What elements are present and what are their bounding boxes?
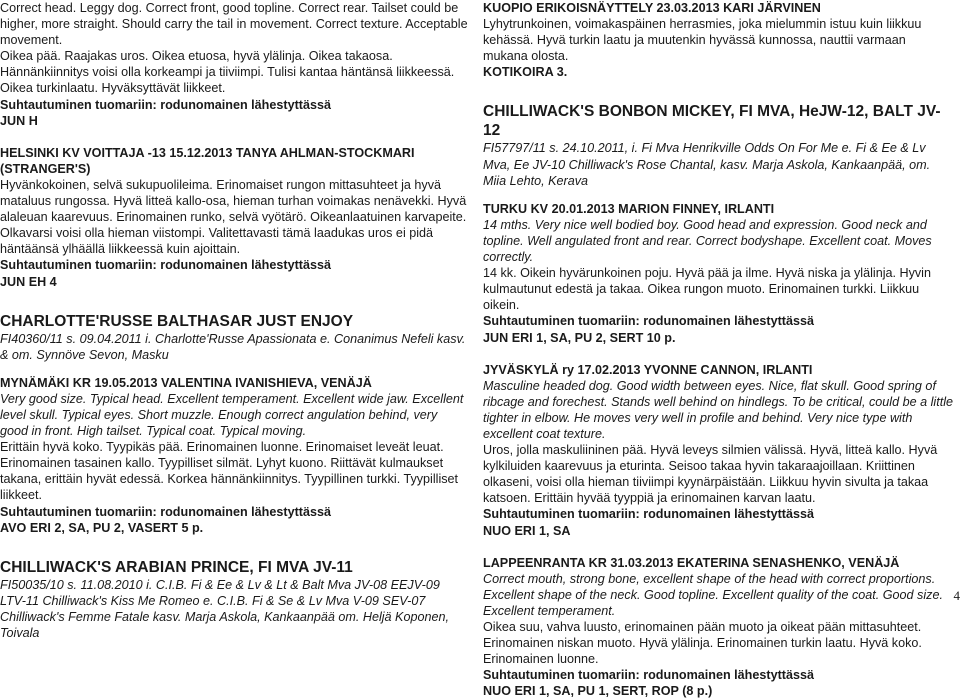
result: JUN ERI 1, SA, PU 2, SERT 10 p. — [483, 330, 953, 346]
pedigree: FI40360/11 s. 09.04.2011 i. Charlotte'Russe Apassionata e. Conanimus Nefeli kasv. & om. Synnöve Sevon, Masku — [0, 331, 468, 363]
right-column — [483, 0, 953, 699]
critique-english: Very good size. Typical head. Excellent temperament. Excellent wide jaw. Excellent level skull. Typical eyes. Short muzzle. Enough correct angulation behind, very good in front. High tailset. Typical coat. Typical moving. — [0, 391, 468, 439]
judge-temperament: Suhtautuminen tuomariin: rodunomainen lähestyttässä — [0, 97, 468, 113]
result: AVO ERI 2, SA, PU 2, VASERT 5 p. — [0, 520, 468, 536]
result: JUN EH 4 — [0, 274, 468, 290]
critique-finnish: 14 kk. Oikein hyvärunkoinen poju. Hyvä pää ja ilme. Hyvä niska ja ylälinja. Hyvin kulmautunut edestä ja takaa. Oikea rungon muoto. Erinomainen turkki. Liikkuu oikein. — [483, 265, 953, 313]
judge-temperament: Suhtautuminen tuomariin: rodunomainen lähestyttässä — [483, 313, 953, 329]
result: KOTIKOIRA 3. — [483, 64, 953, 80]
show-heading: KUOPIO ERIKOISNÄYTTELY 23.03.2013 KARI JÄRVINEN — [483, 0, 953, 16]
critique-finnish: Oikea pää. Raajakas uros. Oikea etuosa, hyvä ylälinja. Oikea takaosa. Hännänkiinnitys voisi olla korkeampi ja tiiviimpi. Tulisi kantaa häntänsä liikkeessä. Oikea turkinlaatu. Hyväksyttävät liikkeet. — [0, 48, 468, 96]
result: NUO ERI 1, SA — [483, 523, 953, 539]
dog-name: CHILLIWACK'S ARABIAN PRINCE, FI MVA JV-11 — [0, 558, 468, 577]
dog-name: CHILLIWACK'S BONBON MICKEY, FI MVA, HeJW-12, BALT JV-12 — [483, 102, 953, 140]
show-heading: MYNÄMÄKI KR 19.05.2013 VALENTINA IVANISHIEVA, VENÄJÄ — [0, 375, 468, 391]
critique-english: Masculine headed dog. Good width between eyes. Nice, flat skull. Good spring of ribcage and forechest. Stands well behind on hindlegs. To be critical, could be a little tighter in elbow. He moves very well in profile and behind. Very nice type with excellent coat texture. — [483, 378, 953, 442]
show-heading: TURKU KV 20.01.2013 MARION FINNEY, IRLANTI — [483, 201, 953, 217]
dog-name: CHARLOTTE'RUSSE BALTHASAR JUST ENJOY — [0, 312, 468, 331]
critique-finnish: Erittäin hyvä koko. Tyypikäs pää. Erinomainen luonne. Erinomaiset leveät leuat. Erinomainen tasainen kallo. Tyypilliset silmät. Lyhyt kuono. Riittävät kulmaukset takana, erittäin hyvät edessä. Korkea hännänkiinnitys. Tyypillinen turkki. Tyypilliset liikkeet. — [0, 439, 468, 503]
left-column — [0, 0, 468, 641]
judge-temperament: Suhtautuminen tuomariin: rodunomainen lähestyttässä — [483, 667, 953, 683]
show-heading: JYVÄSKYLÄ ry 17.02.2013 YVONNE CANNON, IRLANTI — [483, 362, 953, 378]
critique-english: 14 mths. Very nice well bodied boy. Good head and expression. Good neck and topline. Well angulated front and rear. Correct bodyshape. Excellent coat. Moves correctly. — [483, 217, 953, 265]
critique-finnish: Oikea suu, vahva luusto, erinomainen pään muoto ja oikeat pään mittasuhteet. Erinomainen niskan muoto. Hyvä ylälinja. Erinomainen turkin laatu. Hyvä koko. Erinomainen luonne. — [483, 619, 953, 667]
pedigree: FI50035/10 s. 11.08.2010 i. C.I.B. Fi & Ee & Lv & Lt & Balt Mva JV-08 EEJV-09 LTV-11 Chilliwack's Kiss Me Romeo e. C.I.B. Fi & Se & Lv Mva V-09 SEV-07 Chilliwack's Femme Fatale kasv. Marja Askola, Kankaanpää om. Heljä Koponen, Toivala — [0, 577, 468, 641]
judge-temperament: Suhtautuminen tuomariin: rodunomainen lähestyttässä — [483, 506, 953, 522]
judge-temperament: Suhtautuminen tuomariin: rodunomainen lähestyttässä — [0, 504, 468, 520]
critique-english: Correct mouth, strong bone, excellent shape of the head with correct proportions. Excellent shape of the neck. Good topline. Excellent quality of the coat. Good size. Excellent temperament. — [483, 571, 953, 619]
pedigree: FI57797/11 s. 24.10.2011, i. Fi Mva Henrikville Odds On For Me e. Fi & Ee & Lv Mva, Ee JV-10 Chilliwack's Rose Chantal, kasv. Marja Askola, Kankaanpää, om. Miia Lehto, Kerava — [483, 140, 953, 188]
show-heading: HELSINKI KV VOITTAJA -13 15.12.2013 TANYA AHLMAN-STOCKMARI (STRANGER'S) — [0, 145, 468, 177]
result: JUN H — [0, 113, 468, 129]
critique-finnish: Lyhytrunkoinen, voimakaspäinen herrasmies, joka mielummin istuu kuin liikkuu kehässä. Hyvä turkin laatu ja muutenkin hyvässä kunnossa, nauttii varmaan mukana olosta. — [483, 16, 953, 64]
critique-english: Correct head. Leggy dog. Correct front, good topline. Correct rear. Tailset could be higher, more straight. Should carry the tail in movement. Correct texture. Acceptable movement. — [0, 0, 468, 48]
show-heading: LAPPEENRANTA KR 31.03.2013 EKATERINA SENASHENKO, VENÄJÄ — [483, 555, 953, 571]
critique-finnish: Hyvänkokoinen, selvä sukupuolileima. Erinomaiset rungon mittasuhteet ja hyvä mataluus rungossa. Hyvä litteä kallo-osa, hieman turhan voimakas nenävekki. Hyvä alaleuan kaarevuus. Erinomainen runko, selvä vyötärö. Oikeanlaatuinen karvapeite. Olkavarsi voisi olla hieman viistompi. Valitettavasti tämä laadukas uros ei pidä häntäänsä ylhäällä liikkeessä kuin ajoittain. — [0, 177, 468, 257]
critique-finnish: Uros, jolla maskuliininen pää. Hyvä leveys silmien välissä. Hyvä, litteä kallo. Hyvä kylkiluiden kaarevuus ja eturinta. Seisoo takaa hyvin takaraajoillaan. Kriittinen olkaseni, voisi olla hieman tiiviimpi kyynärpäistään. Liikkuu hyvin sivulta ja takaa katsoen. Erittäin hyvää tyyppiä ja erinomainen karvan laatu. — [483, 442, 953, 506]
result: NUO ERI 1, SA, PU 1, SERT, ROP (8 p.) — [483, 683, 953, 699]
judge-temperament: Suhtautuminen tuomariin: rodunomainen lähestyttässä — [0, 257, 468, 273]
page-number: 4 — [954, 588, 960, 604]
